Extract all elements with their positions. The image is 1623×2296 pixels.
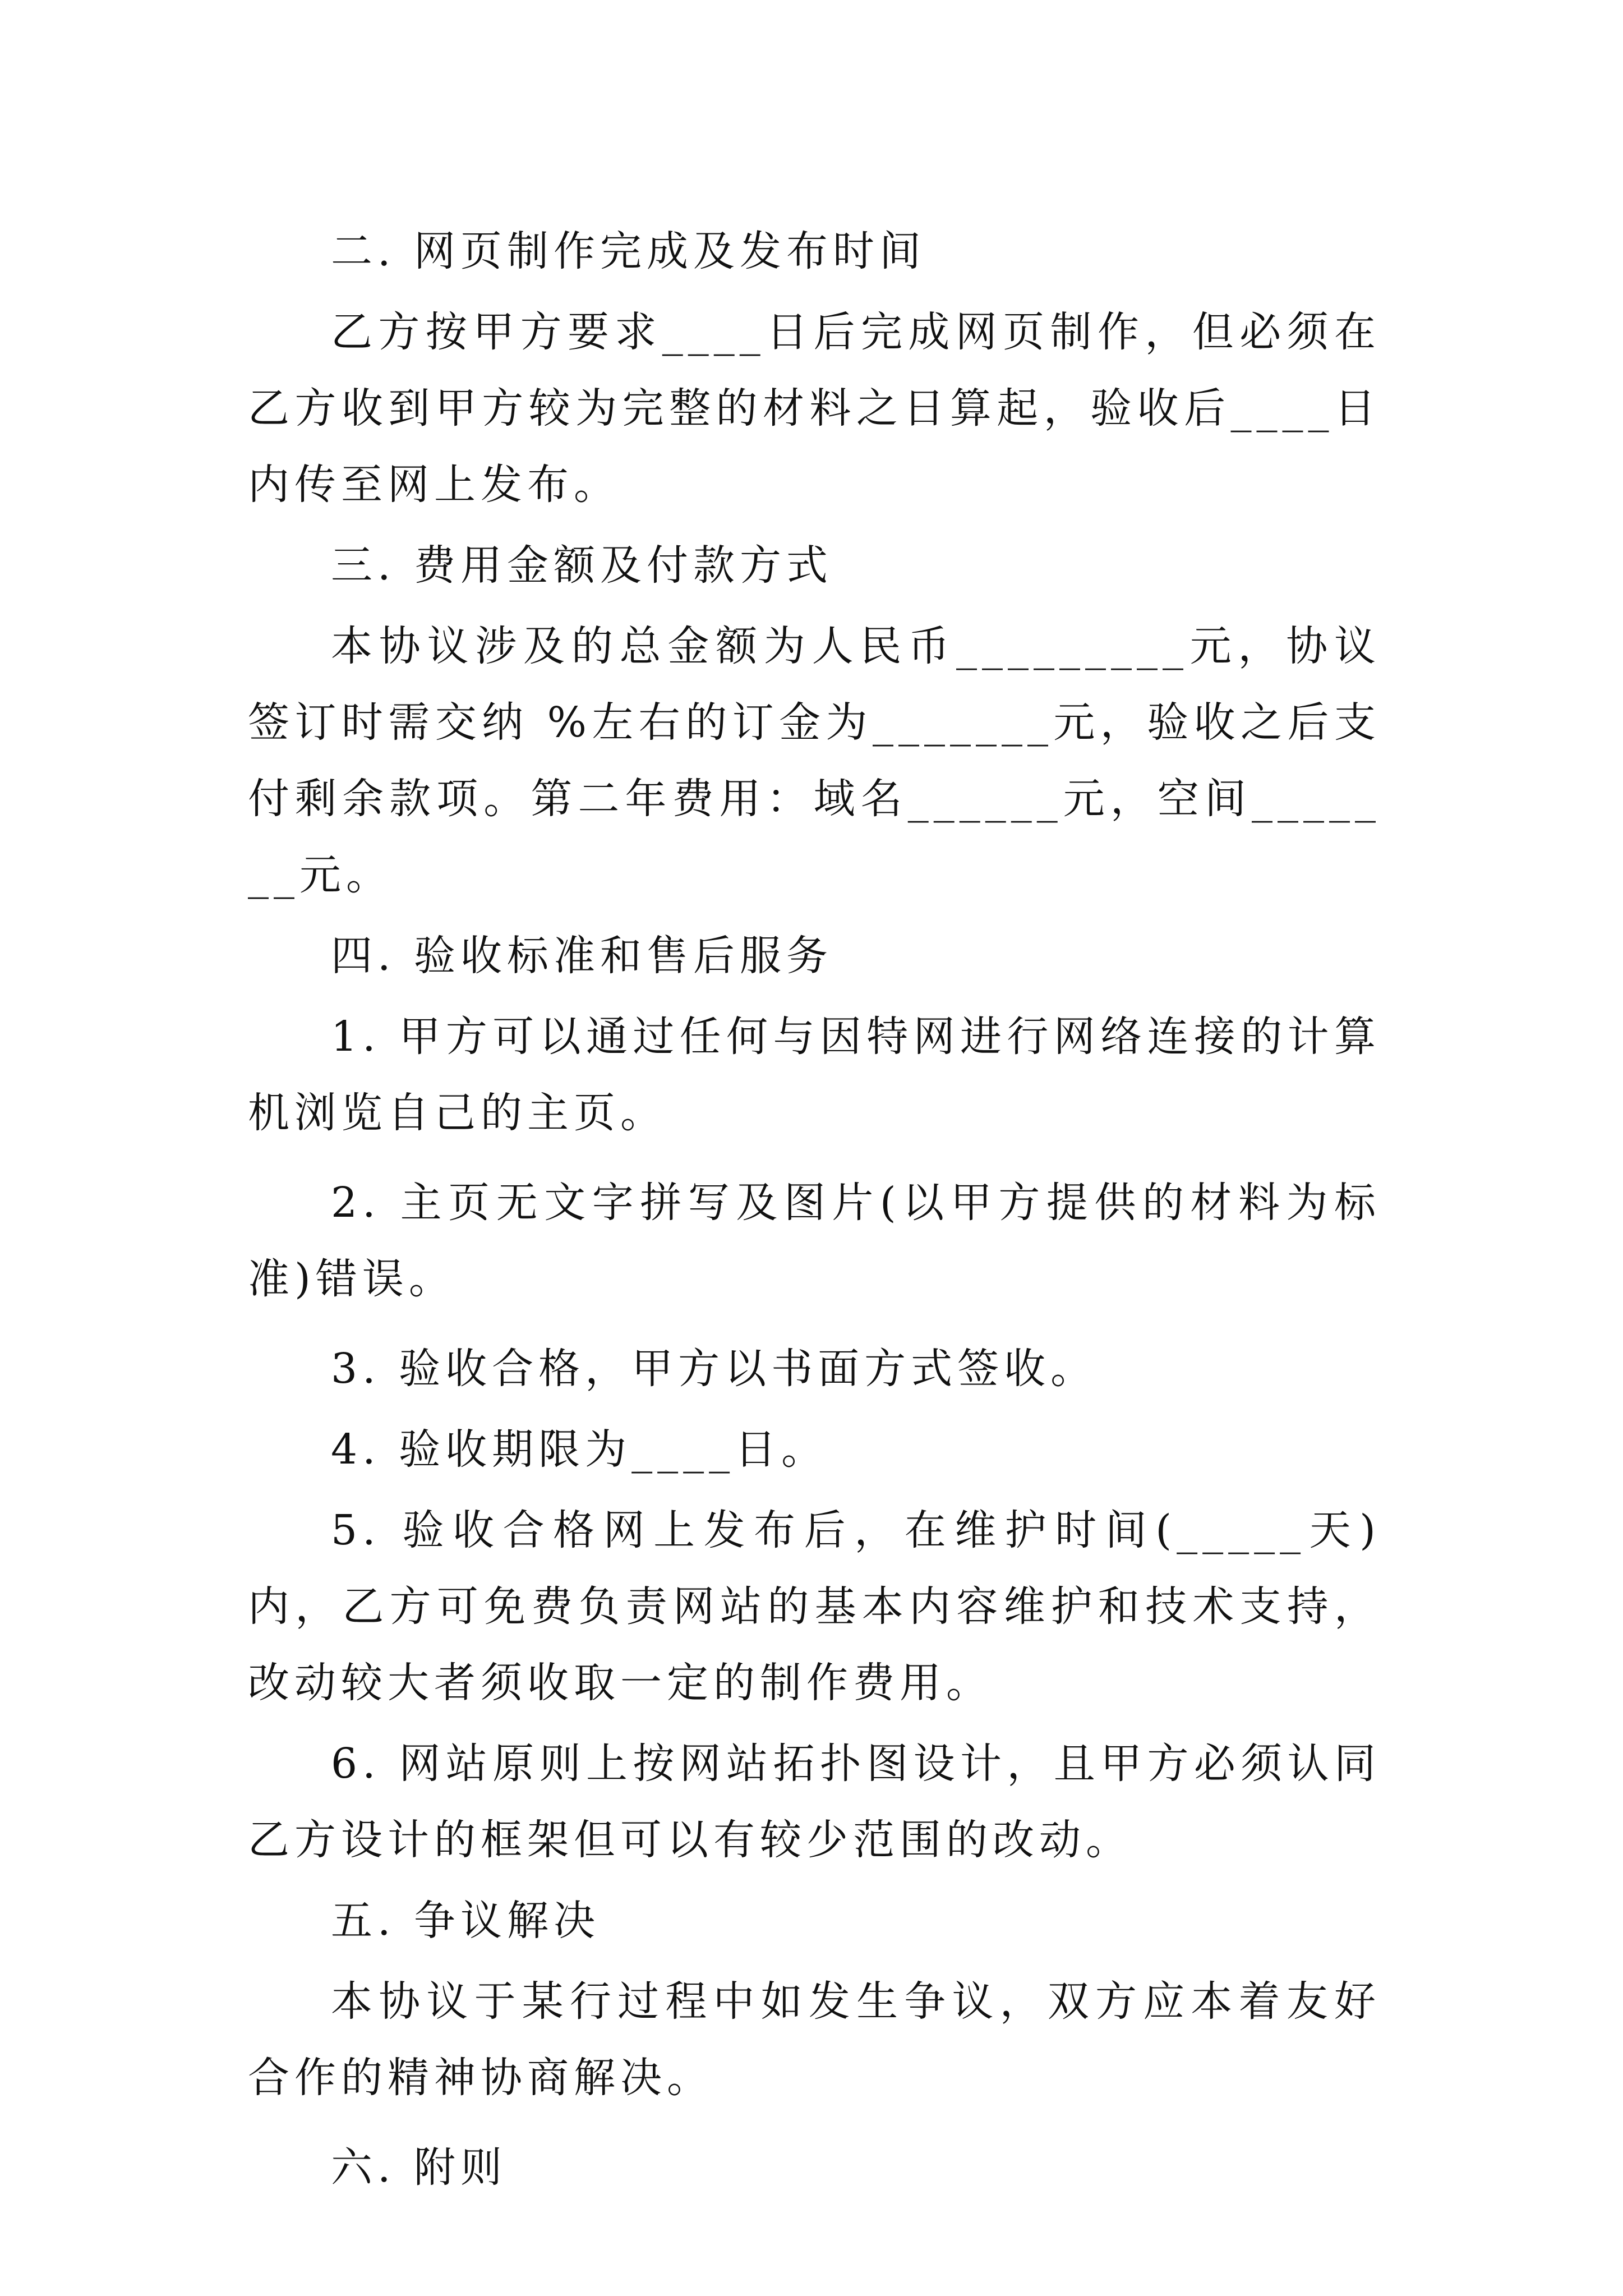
paragraph-dispute: 本协议于某行过程中如发生争议，双方应本着友好合作的精神协商解决。 [248, 1977, 1381, 2102]
section-heading-2: 二. 网页制作完成及发布时间 [331, 227, 926, 275]
section-heading-6: 六. 附则 [331, 2143, 508, 2192]
list-item-2: 2. 主页无文字拼写及图片(以甲方提供的材料为标准)错误。 [248, 1179, 1381, 1303]
list-item-5: 5. 验收合格网上发布后，在维护时间(_____天)内，乙方可免费负责网站的基本内容维护和技术支持，改动较大者须收取一定的制作费用。 [248, 1506, 1381, 1707]
section-heading-3: 三. 费用金额及付款方式 [331, 541, 833, 590]
list-item-4: 4. 验收期限为____日。 [331, 1425, 828, 1474]
section-heading-4: 四. 验收标准和售后服务 [331, 932, 833, 980]
section-heading-5: 五. 争议解决 [331, 1897, 601, 1945]
list-item-1: 1. 甲方可以通过任何与因特网进行网络连接的计算机浏览自己的主页。 [248, 1013, 1381, 1137]
document-body [248, 213, 1381, 2206]
paragraph-completion-time: 乙方按甲方要求____日后完成网页制作，但必须在乙方收到甲方较为完整的材料之日算起，验收后____日内传至网上发布。 [248, 308, 1381, 509]
paragraph-fees: 本协议涉及的总金额为人民币_________元，协议签订时需交纳 %左右的订金为_______元，验收之后支付剩余款项。第二年费用：域名______元，空间_______元。 [248, 622, 1381, 899]
list-item-6: 6. 网站原则上按网站拓扑图设计，且甲方必须认同乙方设计的框架但可以有较少范围的改动。 [248, 1740, 1381, 1864]
list-item-3: 3. 验收合格，甲方以书面方式签收。 [331, 1345, 1098, 1393]
